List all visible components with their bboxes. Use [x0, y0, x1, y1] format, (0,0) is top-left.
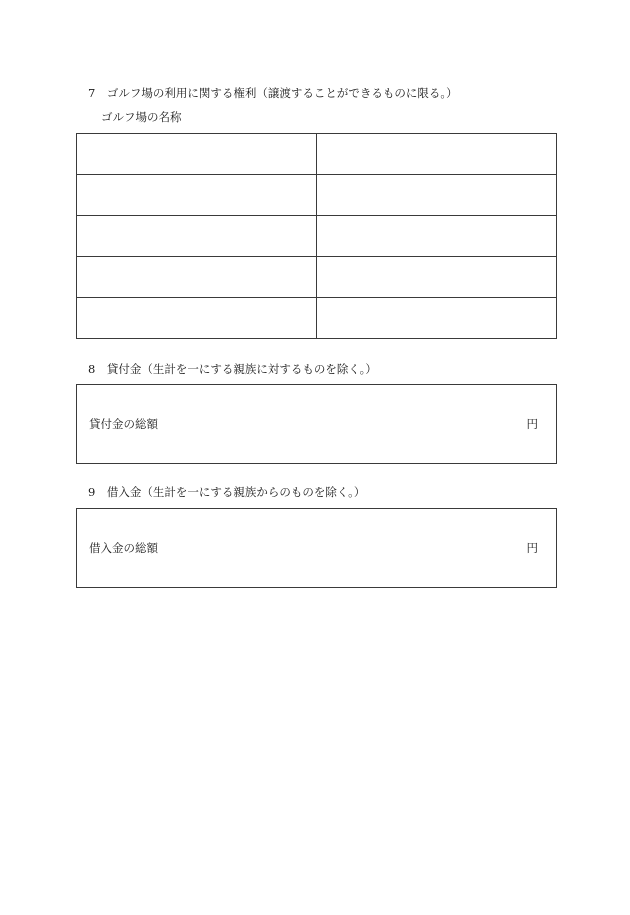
- golf-rights-detail-cell[interactable]: [317, 257, 557, 298]
- golf-course-name-cell[interactable]: [77, 298, 317, 339]
- borrowings-box[interactable]: [76, 508, 557, 588]
- table-row: [77, 175, 557, 216]
- golf-course-name-cell[interactable]: [77, 216, 317, 257]
- section8-heading: 8 貸付金（生計を一にする親族に対するものを除く。）: [88, 362, 377, 376]
- yen-unit-label: 円: [526, 417, 538, 431]
- table-row: [77, 298, 557, 339]
- golf-course-name-cell[interactable]: [77, 257, 317, 298]
- borrowings-total-label: 借入金の総額: [89, 541, 158, 555]
- golf-course-name-cell[interactable]: [77, 134, 317, 175]
- loans-receivable-total-label: 貸付金の総額: [89, 417, 158, 431]
- table-row: [77, 134, 557, 175]
- golf-course-name-cell[interactable]: [77, 175, 317, 216]
- section9-heading: 9 借入金（生計を一にする親族からのものを除く。）: [88, 485, 366, 499]
- yen-unit-label: 円: [526, 541, 538, 555]
- golf-rights-detail-cell[interactable]: [317, 175, 557, 216]
- golf-course-name-label: ゴルフ場の名称: [101, 110, 182, 124]
- golf-rights-detail-cell[interactable]: [317, 298, 557, 339]
- golf-rights-table: [76, 133, 557, 339]
- section7-heading: 7 ゴルフ場の利用に関する権利（譲渡することができるものに限る。）: [88, 86, 458, 100]
- golf-rights-detail-cell[interactable]: [317, 216, 557, 257]
- table-row: [77, 216, 557, 257]
- loans-receivable-box[interactable]: [76, 384, 557, 464]
- table-row: [77, 257, 557, 298]
- golf-rights-detail-cell[interactable]: [317, 134, 557, 175]
